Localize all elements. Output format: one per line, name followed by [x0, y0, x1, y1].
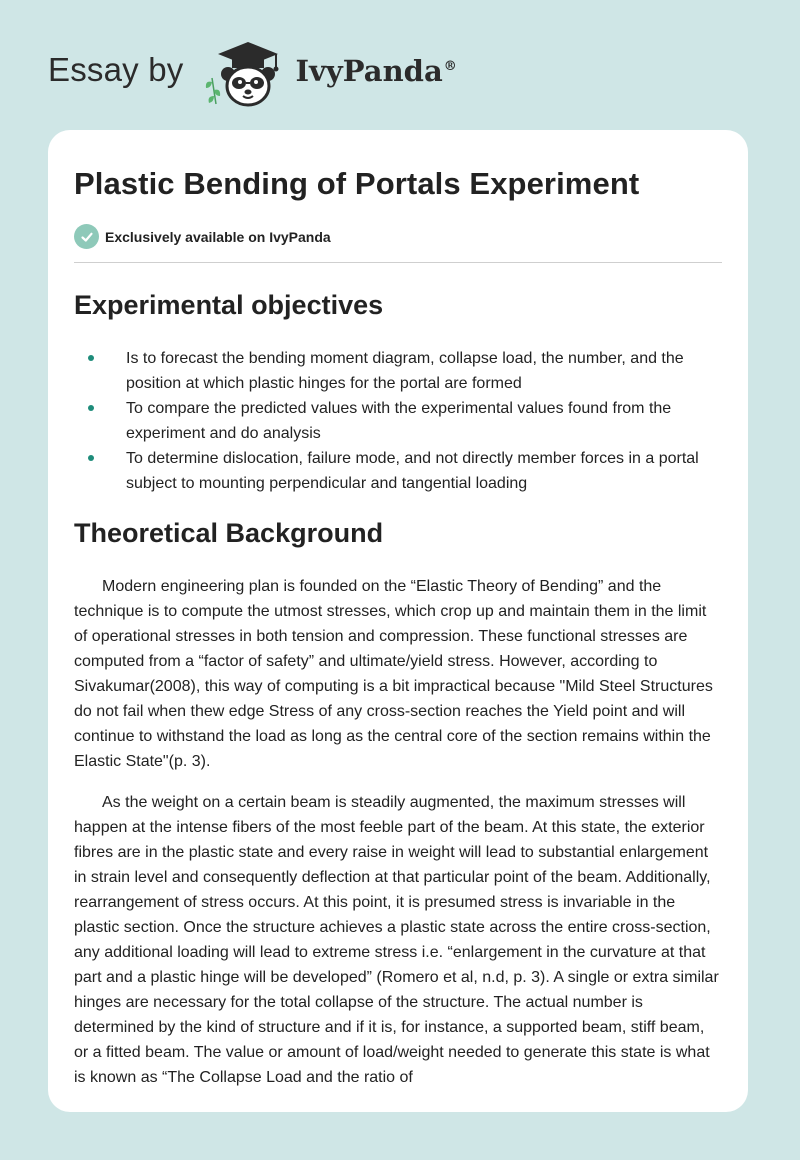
list-item-text: Is to forecast the bending moment diagram, collapse load, the number, and the position at which plastic hinges for the portal are formed [126, 350, 684, 392]
list-item-text: To determine dislocation, failure mode, and not directly member forces in a portal subject to mounting perpendicular and tangential loading [126, 450, 699, 492]
ivypanda-brand-name[interactable] [296, 54, 457, 88]
registered-mark: ® [443, 59, 457, 75]
section-heading-theory: Theoretical Background [74, 518, 384, 548]
exclusive-badge [74, 224, 722, 249]
bullet-dot-icon [88, 455, 94, 461]
list-item-text: To compare the predicted values with the experimental values found from the experiment and do analysis [126, 400, 672, 442]
title-divider [74, 262, 722, 263]
checkmark-icon [74, 224, 99, 249]
bullet-dot-icon [88, 405, 94, 411]
body-paragraph: Modern engineering plan is founded on the “Elastic Theory of Bending” and the technique is to compute the utmost stresses, which crop up and maintain them in the limit of operational stresses in both tension and compression. These functional stresses are computed from a “factor of safety” and ultimate/yield stress. However, according to Sivakumar(2008), this way of computing is a bit impractical because "Mild Steel Structures do not fail when thew edge Stress of any cross-section reaches the Yield point and will continue to withstand the load as long as the central core of the section remains within the Elastic State"(p. 3). [74, 578, 713, 770]
objectives-list [74, 346, 722, 496]
site-header [48, 38, 457, 108]
bullet-dot-icon [88, 355, 94, 361]
essay-card [48, 130, 748, 1112]
page-title: Plastic Bending of Portals Experiment [74, 166, 640, 201]
list-item [74, 346, 722, 396]
list-item [74, 446, 722, 496]
essay-by-label: Essay by [48, 50, 184, 88]
section-heading-objectives: Experimental objectives [74, 290, 384, 320]
panda-graduate-logo-icon[interactable] [198, 38, 294, 108]
brand-name-text: IvyPanda [295, 54, 443, 88]
list-item [74, 396, 722, 446]
body-paragraph: As the weight on a certain beam is steadily augmented, the maximum stresses will happen at the intense fibers of the most feeble part of the beam. At this state, the exterior fibres are in the plastic state and every raise in weight will lead to substantial enlargement in strain level and consequently deflection at that particular point of the beam. Additionally, rearrangement of stress occurs. At this point, it is presumed stress is invariable in the plastic section. Once the structure achieves a plastic state across the entire cross-section, any additional loading will lead to extreme stress i.e. “enlargement in the curvature at that part and a plastic hinge will be developed” (Romero et al, n.d, p. 3). A single or extra similar hinges are necessary for the total collapse of the structure. The actual number is determined by the kind of structure and if it is, for instance, a supported beam, stiff beam, or a fitted beam. The value or amount of load/weight needed to generate this state is what is known as “The Collapse Load and the ratio of [74, 794, 719, 1086]
exclusive-label: Exclusively available on IvyPanda [105, 228, 331, 245]
